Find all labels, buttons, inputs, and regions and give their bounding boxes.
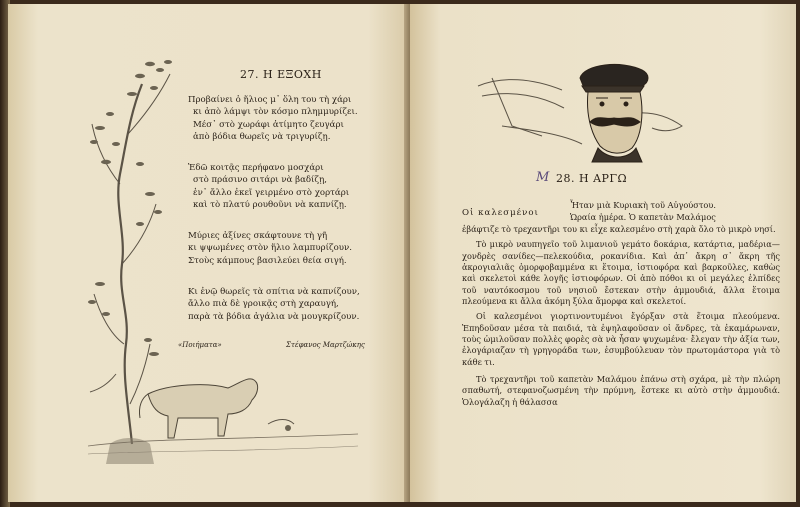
poem-line: Στοὺς κάμπους βασιλεύει θεία σιγή.: [188, 255, 347, 266]
poem-line: κι ψψωμένες στὸν ἥλιο λαμπυρίζουν.: [188, 243, 352, 254]
poem-line: ἀπὸ βόδια θωρεῖς νὰ τριγυρίζῃ.: [193, 132, 331, 143]
captain-portrait-illustration: [472, 56, 702, 166]
poem-line: Κι ἐνῷ θωρεῖς τὰ σπίτια νὰ καπνίζουν,: [188, 287, 360, 297]
poem-stanza-2: [188, 162, 350, 211]
poem-line: ἄλλο πιὰ δὲ γροικᾷς στὴ χαραυγή,: [188, 299, 339, 310]
poem-title: 27. Η ΕΞΟΧΗ: [240, 68, 322, 81]
paragraph: Οἱ καλεσμένοι γιορτινοντυμένοι ἔγόρξαν στὰ ἕτοιμα πλεούμενα. Ἐπηδοῦσαν μέσα τὰ παιδιά, τὰ ἐψηλαφοῦσαν οἱ ἄνδρες, τὰ ἐκαμάρωναν, τοὺς ὡμιλοῦσαν πολλὲς φορὲς σὰ νὰ ἦσαν ψυχωμένα· ἔλεγαν τὴν ἀξία των, ἐλογάριαζαν τὴ γρηγοράδα των, ἐσυμβούλευαν τὸν πρωτομάστορα γιὰ τὸ κάθε τι.: [462, 311, 780, 367]
poem-stanza-1: [188, 94, 358, 143]
poem-stanza-3: [188, 230, 352, 266]
pencil-mark: Μ: [536, 170, 550, 185]
intro-line-1: Ἦταν μιὰ Κυριακὴ τοῦ Αὐγούστου.: [570, 200, 716, 210]
poem-line: στὸ πράσινο σιτάρι νὰ βαδίζῃ,: [193, 175, 327, 186]
left-page: [8, 4, 410, 502]
right-page: [410, 4, 796, 502]
poem-stanza-4: [188, 286, 360, 322]
story-body: [462, 224, 780, 408]
intro-line-2: Ὡραία ἡμέρα. Ὁ καπετὰν Μαλάμος: [570, 212, 716, 222]
paragraph: Τὸ τρεχαντῆρι τοῦ καπετὰν Μαλάμου ἐπάνω στὴ σχάρα, μὲ τὴν πλώρη σπαθωτή, στεφανοζωσμένη τὴν πρύμνη, ἔστεκε κι αὐτὸ στὴν ἀμμουδιά. Ὁλογάλαζη ἡ θάλασσα: [462, 374, 780, 407]
poem-line: Μύριες ἀξίνες σκάφτουνε τὴ γῆ: [188, 231, 328, 241]
cow-illustration: [88, 354, 358, 464]
poem-author: Στέφανος Μαρτζώκης: [286, 341, 365, 349]
story-title: 28. Η ΑΡΓΩ: [556, 172, 628, 185]
poem-line: καὶ τὸ πλατύ ρουθοῦνι νὰ καπνίζῃ.: [193, 200, 347, 211]
paragraph: Τὸ μικρὸ ναυπηγεῖο τοῦ λιμανιοῦ γεμάτο δοκάρια, κατάρτια, μαδέρια—χονδρὲς σανίδες—πελεκούδια, ροκανίδια. Καὶ ἀπ᾿ ἄκρη σ᾿ ἄκρη τῆς ἀκρογιαλιᾶς ὁμορφοβαμμένα κι ἕτοιμα, ἰστιοφόρα καὶ βαρκοῦλες, καθὼς καὶ σκελετοὶ κάθε λογῆς ἰστιοφόρων. Οἱ ἀπὸ πόθοι κι οἱ μεγάλες ἐλπίδες τοῦ ναυτόκοσμου τοῦ νησιοῦ ἔστεκαν στὴν ἀμμουδιά, ἄλλα ἕτοιμα πλεούμενα κι ἄλλα ἀκόμη ξύλα ἄμορφα καὶ σκελετοί.: [462, 239, 780, 307]
poem-source: «Ποιήματα»: [178, 341, 222, 349]
poem-line: ἐν᾿ ἄλλο ἐκεῖ γειρμένο στὸ χορτάρι: [193, 187, 350, 198]
poem-line: Μέσ᾿ στὸ χωράφι ἀτίμητο ζευγάρι: [193, 119, 344, 130]
poem-line: Ἐδῶ κοιτᾷς περήφανο μοσχάρι: [188, 163, 324, 173]
poem-line: Προβαίνει ὁ ἥλιος μ᾿ ὅλη του τὴ χάρι: [188, 95, 352, 105]
poem-line: κι ἀπὸ λάμψι τὸν κόσμο πλημμυρίζει.: [193, 107, 358, 118]
poem-line: παρὰ τὰ βόδια ἀγάλια νὰ μουγκρίζουν.: [188, 311, 360, 322]
paragraph: ἐβάφτιζε τὸ τρεχαντῆρι του κι εἶχε καλεσμένο στὴ χαρὰ ὅλο τὸ μικρὸ νησί.: [462, 224, 776, 234]
side-heading: Οἱ καλεσμένοι: [462, 208, 539, 218]
